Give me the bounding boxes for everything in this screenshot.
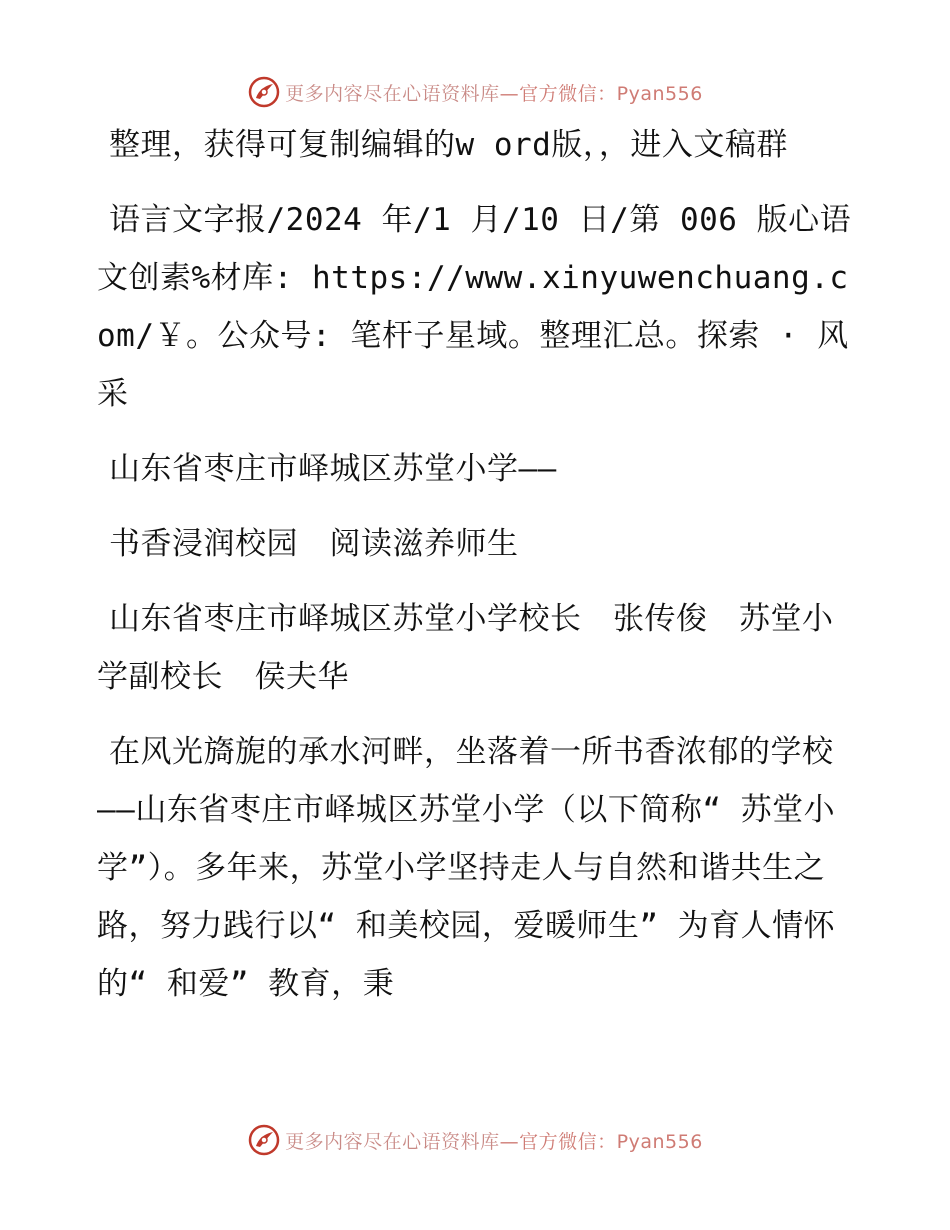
document-body [97, 116, 857, 1030]
paragraph-body: 在风光旖旎的承水河畔，坐落着一所书香浓郁的学校——山东省枣庄市峄城区苏堂小学（以下简称“ 苏堂小学”）。多年来，苏堂小学坚持走人与自然和谐共生之路，努力践行以“ 和美校园，爱暖师生” 为育人情怀的“ 和爱” 教育，秉 [97, 734, 836, 1002]
page-header [0, 70, 950, 114]
paragraph-intro: 整理，获得可复制编辑的w ord版，，进入文稿群 [109, 127, 788, 163]
paragraph-school-title: 山东省枣庄市峄城区苏堂小学—— [109, 451, 557, 487]
footer-promo: 更多内容尽在心语资料库 [285, 1130, 500, 1153]
header-promo-text [285, 79, 703, 106]
paragraph-source: 语言文字报/2024 年/1 月/10 日/第 006 版心语文创素%材库: https://www.xinyuwenchuang.com/￥。公众号: 笔杆子星域。整理汇总。探索 · 风采 [97, 202, 852, 412]
brand-logo-icon [247, 1123, 281, 1157]
paragraph-article-title: 书香浸润校园 阅读滋养师生 [109, 526, 519, 562]
header-brand [247, 75, 703, 109]
footer-promo-text [285, 1127, 703, 1154]
paragraph-authors: 山东省枣庄市峄城区苏堂小学校长 张传俊 苏堂小学副校长 侯夫华 [97, 601, 834, 695]
page-footer [0, 1118, 950, 1162]
brand-logo-icon [247, 75, 281, 109]
header-promo: 更多内容尽在心语资料库 [285, 82, 500, 105]
footer-brand [247, 1123, 703, 1157]
header-wechat: —官方微信：Pyan556 [499, 82, 703, 105]
footer-wechat: —官方微信：Pyan556 [499, 1130, 703, 1153]
